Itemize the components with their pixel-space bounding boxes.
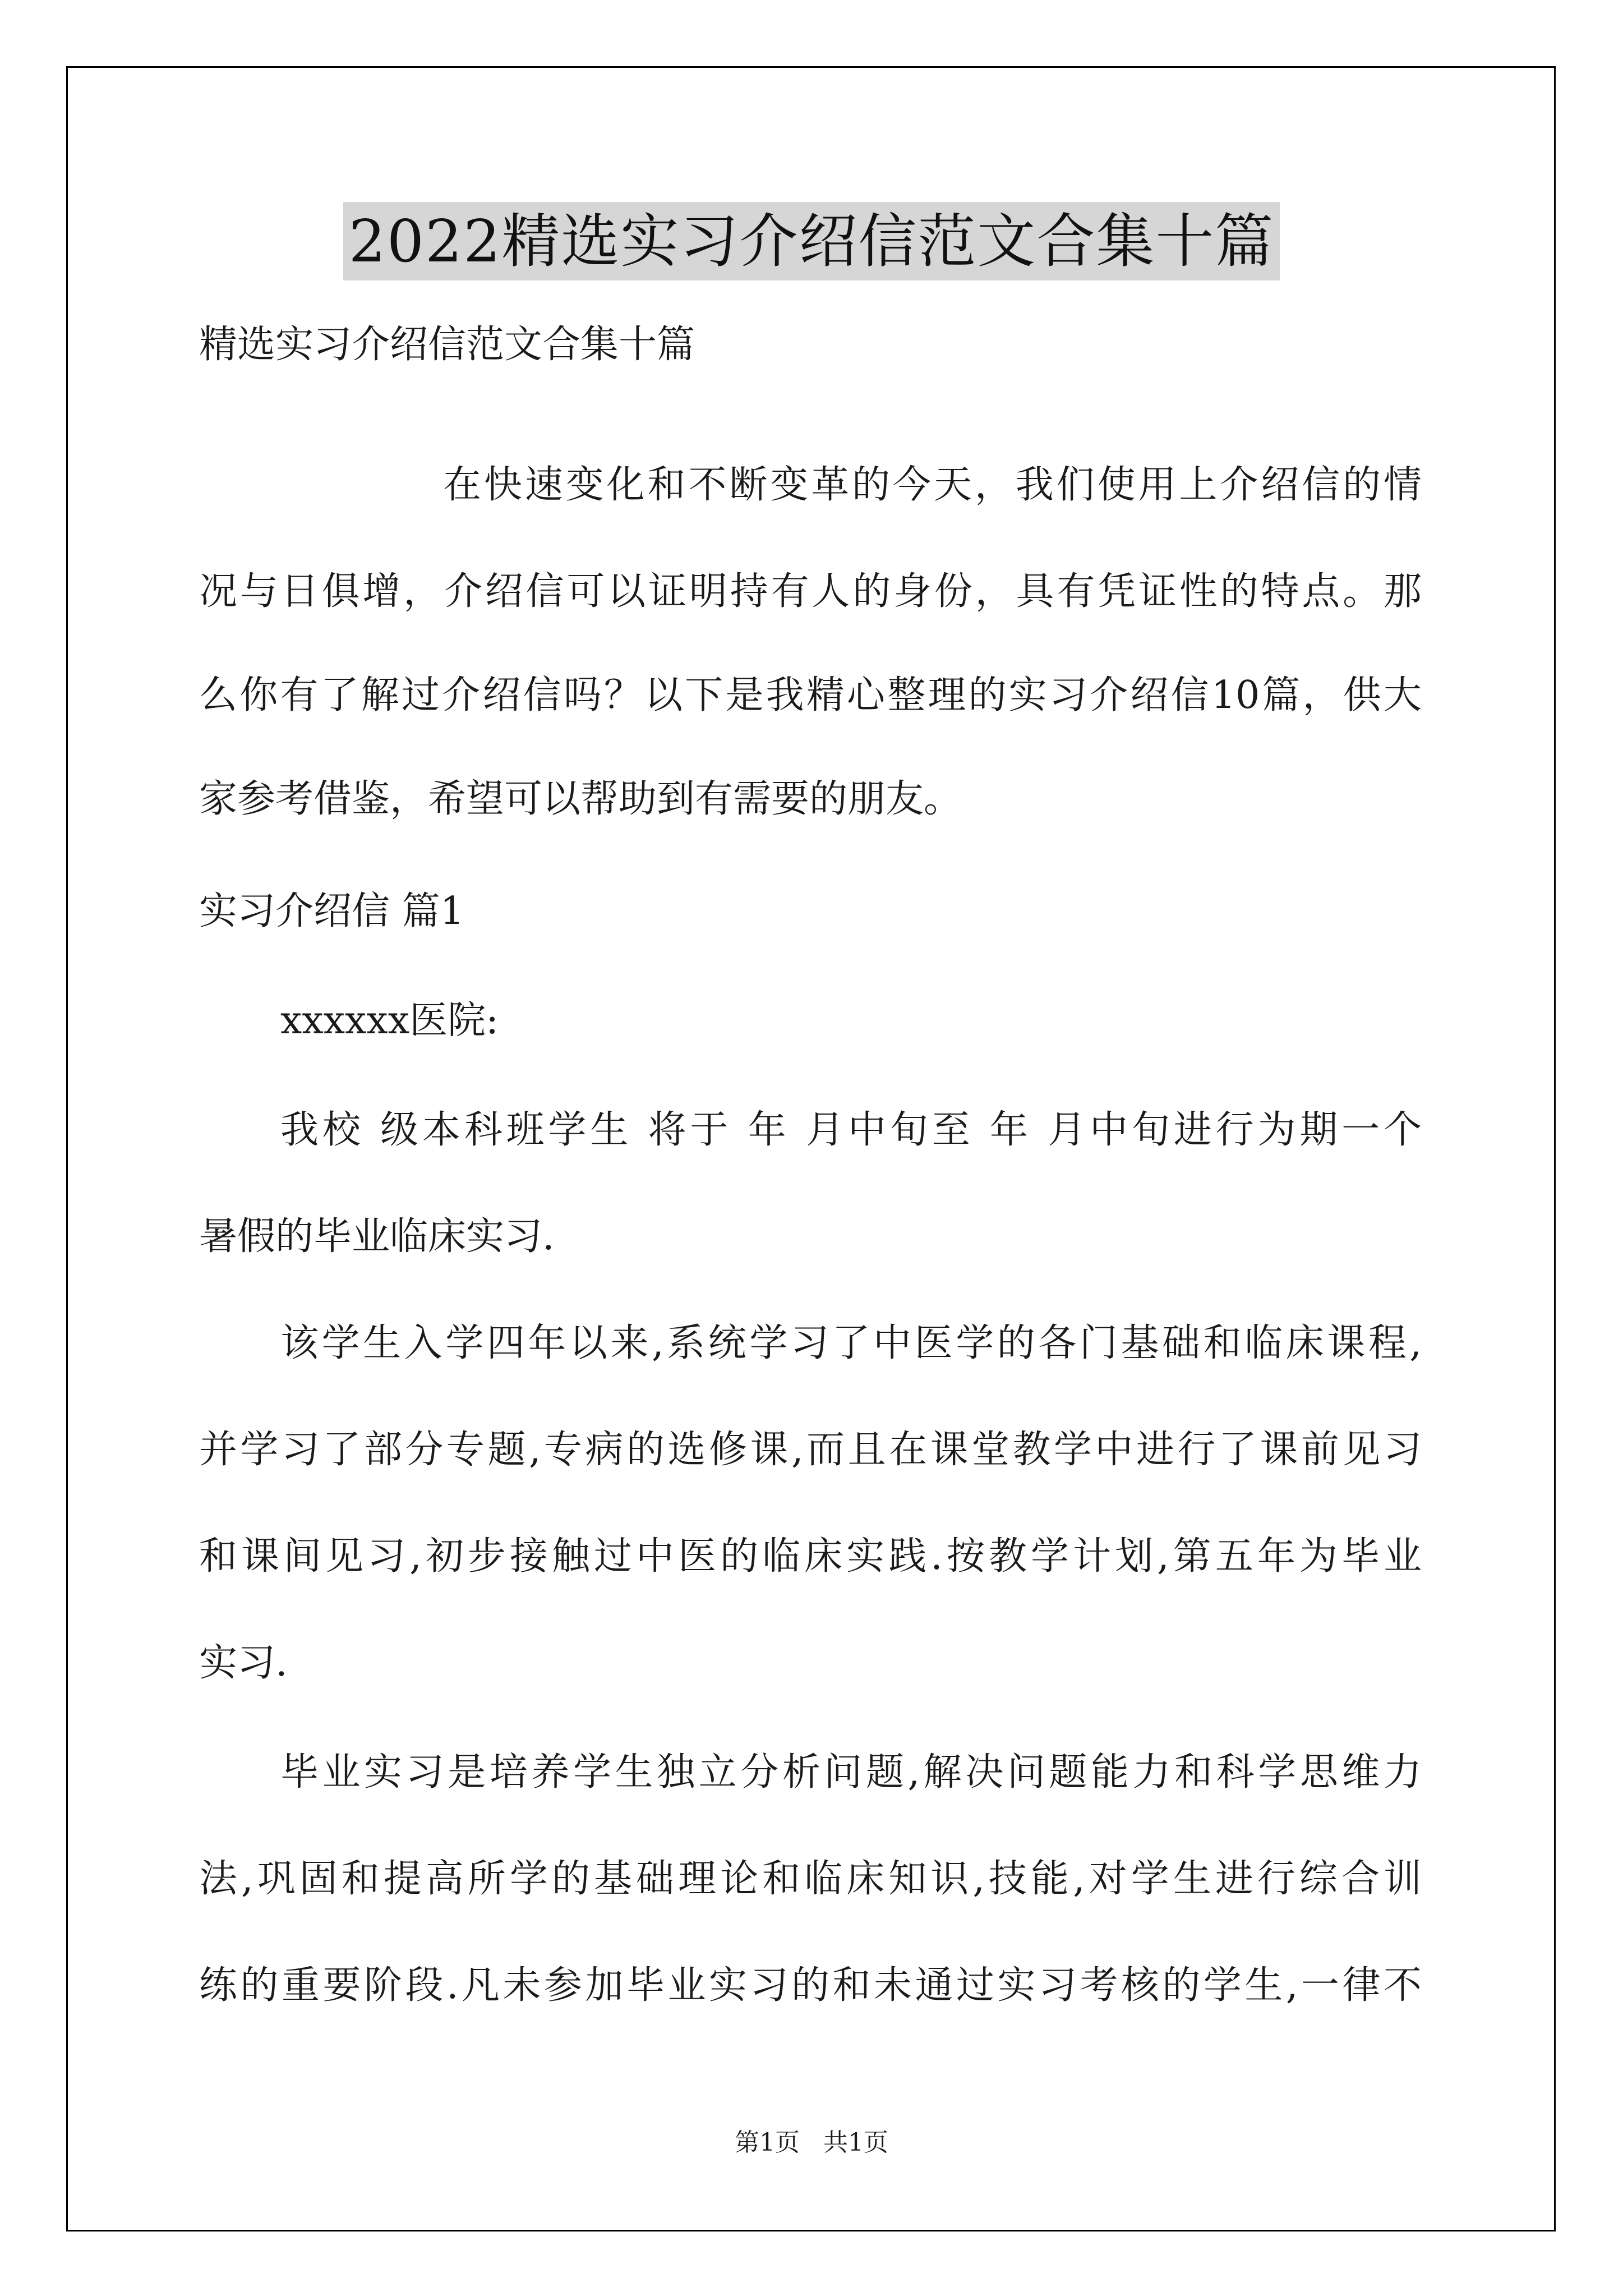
page-number: 第1页: [735, 2128, 800, 2157]
section-heading: 实习介绍信 篇1: [199, 889, 464, 933]
para2-line-1: 该学生入学四年以来,系统学习了中医学的各门基础和临床课程,: [280, 1321, 1422, 1365]
para3-line-3: 练的重要阶段.凡未参加毕业实习的和未通过实习考核的学生,一律不: [199, 1963, 1422, 2008]
page-total: 共1页: [823, 2128, 888, 2157]
para2-line-4: 实习.: [199, 1641, 288, 1685]
document-subtitle: 精选实习介绍信范文合集十篇: [199, 323, 695, 367]
para1-line-2: 暑假的毕业临床实习.: [199, 1214, 555, 1259]
para2-line-2: 并学习了部分专题,专病的选修课,而且在课堂教学中进行了课前见习: [199, 1428, 1422, 1472]
intro-line-4: 家参考借鉴，希望可以帮助到有需要的朋友。: [199, 777, 962, 821]
para1-line-1: 我校 级本科班学生 将于 年 月中旬至 年 月中旬进行为期一个: [280, 1108, 1422, 1152]
para2-line-3: 和课间见习,初步接触过中医的临床实践.按教学计划,第五年为毕业: [199, 1534, 1422, 1579]
para3-line-1: 毕业实习是培养学生独立分析问题,解决问题能力和科学思维力: [280, 1750, 1422, 1795]
intro-line-2: 况与日俱增，介绍信可以证明持有人的身份，具有凭证性的特点。那: [199, 569, 1422, 614]
intro-line-3: 么你有了解过介绍信吗？以下是我精心整理的实习介绍信10篇，供大: [199, 673, 1422, 717]
document-title: 2022精选实习介绍信范文合集十篇: [343, 202, 1280, 280]
intro-line-1: 在快速变化和不断变革的今天，我们使用上介绍信的情: [443, 463, 1422, 507]
page-footer: [0, 2126, 1623, 2160]
para3-line-2: 法,巩固和提高所学的基础理论和临床知识,技能,对学生进行综合训: [199, 1857, 1422, 1901]
title-container: [0, 202, 1623, 280]
salutation: xxxxxx医院:: [280, 999, 499, 1043]
